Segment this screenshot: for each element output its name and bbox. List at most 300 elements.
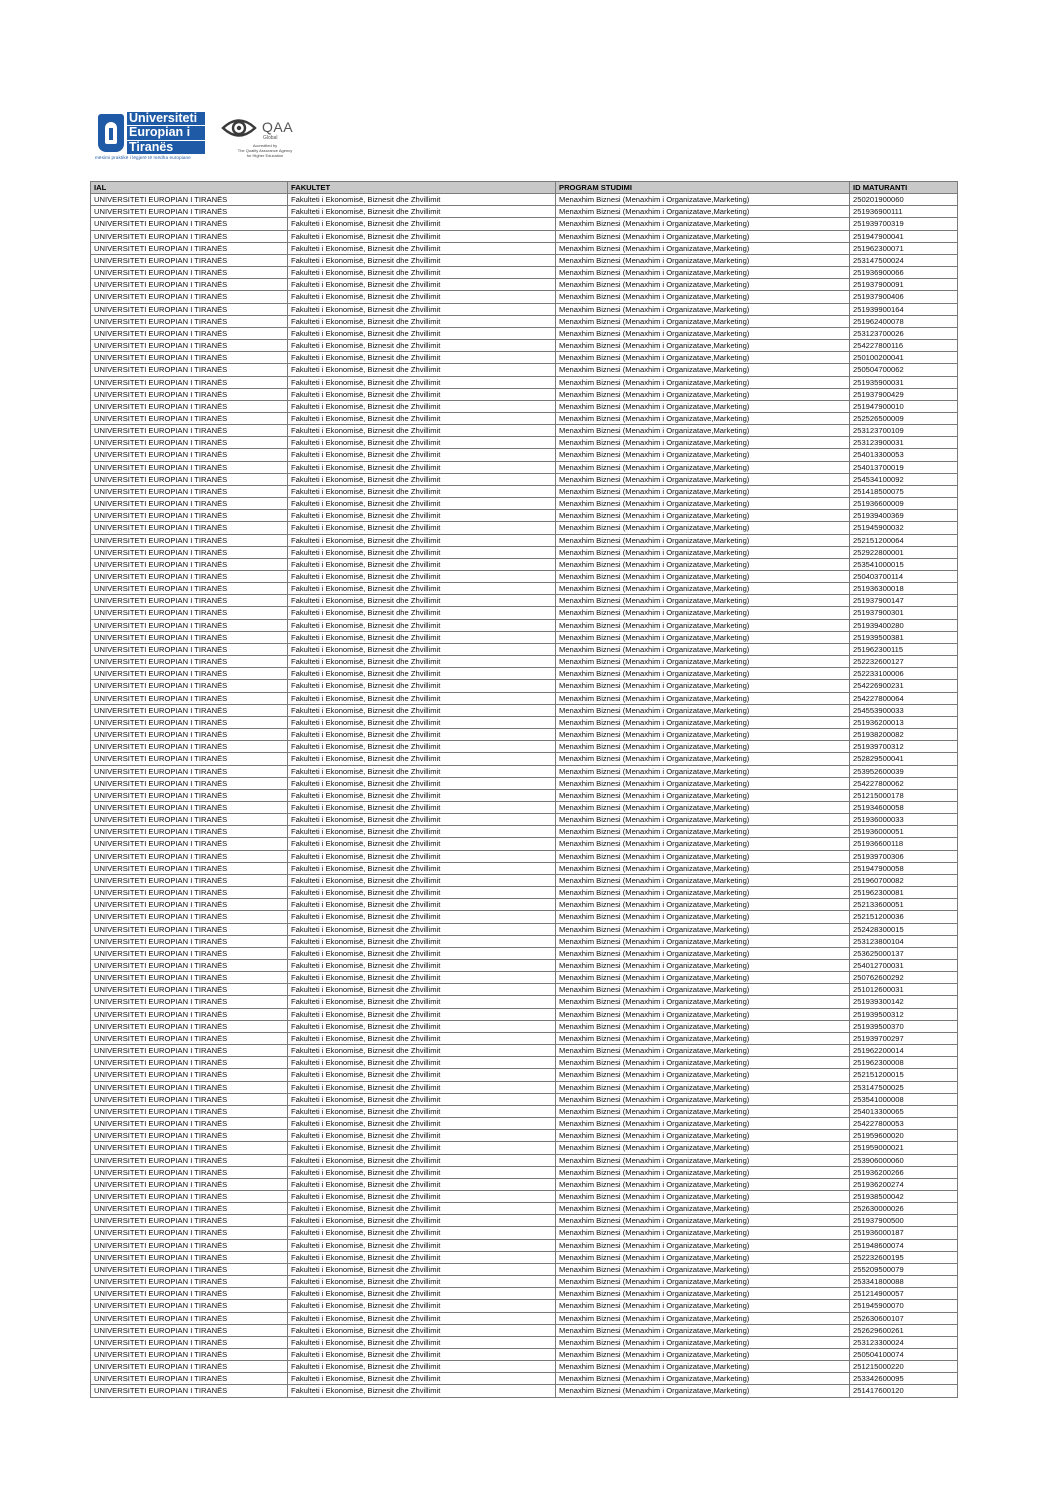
cell-program: Menaxhim Biznesi (Menaxhim i Organizatave,Marketing) xyxy=(556,595,850,607)
table-row xyxy=(91,1312,958,1324)
cell-id: 253952600039 xyxy=(850,765,958,777)
cell-fakultet: Fakulteti i Ekonomisë, Biznesit dhe Zhvillimit xyxy=(288,1336,556,1348)
cell-ial: UNIVERSITETI EUROPIAN I TIRANËS xyxy=(91,947,288,959)
cell-program: Menaxhim Biznesi (Menaxhim i Organizatave,Marketing) xyxy=(556,1105,850,1117)
cell-fakultet: Fakulteti i Ekonomisë, Biznesit dhe Zhvillimit xyxy=(288,1288,556,1300)
cell-program: Menaxhim Biznesi (Menaxhim i Organizatave,Marketing) xyxy=(556,899,850,911)
cell-program: Menaxhim Biznesi (Menaxhim i Organizatave,Marketing) xyxy=(556,643,850,655)
cell-program: Menaxhim Biznesi (Menaxhim i Organizatave,Marketing) xyxy=(556,801,850,813)
university-crest-icon xyxy=(98,114,124,152)
cell-fakultet: Fakulteti i Ekonomisë, Biznesit dhe Zhvillimit xyxy=(288,400,556,412)
table-row xyxy=(91,230,958,242)
header-id: ID MATURANTI xyxy=(850,182,958,194)
table-row xyxy=(91,656,958,668)
table-row xyxy=(91,826,958,838)
cell-fakultet: Fakulteti i Ekonomisë, Biznesit dhe Zhvillimit xyxy=(288,960,556,972)
cell-program: Menaxhim Biznesi (Menaxhim i Organizatave,Marketing) xyxy=(556,814,850,826)
cell-program: Menaxhim Biznesi (Menaxhim i Organizatave,Marketing) xyxy=(556,765,850,777)
cell-ial: UNIVERSITETI EUROPIAN I TIRANËS xyxy=(91,1349,288,1361)
table-row xyxy=(91,741,958,753)
cell-id: 254534100092 xyxy=(850,473,958,485)
cell-fakultet: Fakulteti i Ekonomisë, Biznesit dhe Zhvillimit xyxy=(288,1324,556,1336)
table-row xyxy=(91,473,958,485)
cell-program: Menaxhim Biznesi (Menaxhim i Organizatave,Marketing) xyxy=(556,1300,850,1312)
cell-fakultet: Fakulteti i Ekonomisë, Biznesit dhe Zhvillimit xyxy=(288,789,556,801)
cell-id: 254012700031 xyxy=(850,960,958,972)
cell-fakultet: Fakulteti i Ekonomisë, Biznesit dhe Zhvillimit xyxy=(288,1154,556,1166)
cell-id: 251938200082 xyxy=(850,729,958,741)
cell-fakultet: Fakulteti i Ekonomisë, Biznesit dhe Zhvillimit xyxy=(288,935,556,947)
cell-fakultet: Fakulteti i Ekonomisë, Biznesit dhe Zhvillimit xyxy=(288,923,556,935)
cell-ial: UNIVERSITETI EUROPIAN I TIRANËS xyxy=(91,498,288,510)
cell-fakultet: Fakulteti i Ekonomisë, Biznesit dhe Zhvillimit xyxy=(288,984,556,996)
cell-program: Menaxhim Biznesi (Menaxhim i Organizatave,Marketing) xyxy=(556,485,850,497)
cell-fakultet: Fakulteti i Ekonomisë, Biznesit dhe Zhvillimit xyxy=(288,1349,556,1361)
table-row xyxy=(91,1032,958,1044)
cell-program: Menaxhim Biznesi (Menaxhim i Organizatave,Marketing) xyxy=(556,887,850,899)
cell-fakultet: Fakulteti i Ekonomisë, Biznesit dhe Zhvillimit xyxy=(288,1130,556,1142)
students-table xyxy=(90,181,958,1398)
cell-id: 251939700312 xyxy=(850,741,958,753)
header-program: PROGRAM STUDIMI xyxy=(556,182,850,194)
cell-ial: UNIVERSITETI EUROPIAN I TIRANËS xyxy=(91,583,288,595)
cell-ial: UNIVERSITETI EUROPIAN I TIRANËS xyxy=(91,340,288,352)
cell-id: 251417600120 xyxy=(850,1385,958,1397)
table-row xyxy=(91,522,958,534)
table-row xyxy=(91,935,958,947)
table-row xyxy=(91,546,958,558)
cell-fakultet: Fakulteti i Ekonomisë, Biznesit dhe Zhvillimit xyxy=(288,838,556,850)
cell-program: Menaxhim Biznesi (Menaxhim i Organizatave,Marketing) xyxy=(556,558,850,570)
cell-fakultet: Fakulteti i Ekonomisë, Biznesit dhe Zhvillimit xyxy=(288,327,556,339)
cell-program: Menaxhim Biznesi (Menaxhim i Organizatave,Marketing) xyxy=(556,716,850,728)
cell-program: Menaxhim Biznesi (Menaxhim i Organizatave,Marketing) xyxy=(556,461,850,473)
cell-fakultet: Fakulteti i Ekonomisë, Biznesit dhe Zhvillimit xyxy=(288,765,556,777)
cell-id: 253906000060 xyxy=(850,1154,958,1166)
cell-program: Menaxhim Biznesi (Menaxhim i Organizatave,Marketing) xyxy=(556,1288,850,1300)
cell-id: 250201900060 xyxy=(850,194,958,206)
cell-program: Menaxhim Biznesi (Menaxhim i Organizatave,Marketing) xyxy=(556,1093,850,1105)
table-row xyxy=(91,704,958,716)
cell-id: 251960700082 xyxy=(850,874,958,886)
cell-program: Menaxhim Biznesi (Menaxhim i Organizatave,Marketing) xyxy=(556,826,850,838)
cell-fakultet: Fakulteti i Ekonomisë, Biznesit dhe Zhvillimit xyxy=(288,1057,556,1069)
cell-id: 254553900033 xyxy=(850,704,958,716)
cell-fakultet: Fakulteti i Ekonomisë, Biznesit dhe Zhvillimit xyxy=(288,1239,556,1251)
table-row xyxy=(91,862,958,874)
cell-program: Menaxhim Biznesi (Menaxhim i Organizatave,Marketing) xyxy=(556,1032,850,1044)
table-row xyxy=(91,1288,958,1300)
cell-id: 251936600118 xyxy=(850,838,958,850)
table-row xyxy=(91,1008,958,1020)
cell-ial: UNIVERSITETI EUROPIAN I TIRANËS xyxy=(91,1057,288,1069)
cell-fakultet: Fakulteti i Ekonomisë, Biznesit dhe Zhvillimit xyxy=(288,473,556,485)
cell-ial: UNIVERSITETI EUROPIAN I TIRANËS xyxy=(91,315,288,327)
cell-fakultet: Fakulteti i Ekonomisë, Biznesit dhe Zhvillimit xyxy=(288,388,556,400)
table-row xyxy=(91,777,958,789)
cell-ial: UNIVERSITETI EUROPIAN I TIRANËS xyxy=(91,972,288,984)
table-row xyxy=(91,668,958,680)
cell-fakultet: Fakulteti i Ekonomisë, Biznesit dhe Zhvillimit xyxy=(288,437,556,449)
cell-fakultet: Fakulteti i Ekonomisë, Biznesit dhe Zhvillimit xyxy=(288,1276,556,1288)
cell-program: Menaxhim Biznesi (Menaxhim i Organizatave,Marketing) xyxy=(556,546,850,558)
cell-id: 251962300071 xyxy=(850,242,958,254)
cell-ial: UNIVERSITETI EUROPIAN I TIRANËS xyxy=(91,1081,288,1093)
cell-program: Menaxhim Biznesi (Menaxhim i Organizatave,Marketing) xyxy=(556,1166,850,1178)
cell-ial: UNIVERSITETI EUROPIAN I TIRANËS xyxy=(91,425,288,437)
cell-fakultet: Fakulteti i Ekonomisë, Biznesit dhe Zhvillimit xyxy=(288,862,556,874)
university-logo xyxy=(95,112,207,164)
table-row xyxy=(91,498,958,510)
cell-id: 251962400078 xyxy=(850,315,958,327)
cell-program: Menaxhim Biznesi (Menaxhim i Organizatave,Marketing) xyxy=(556,522,850,534)
cell-ial: UNIVERSITETI EUROPIAN I TIRANËS xyxy=(91,631,288,643)
cell-fakultet: Fakulteti i Ekonomisë, Biznesit dhe Zhvillimit xyxy=(288,1215,556,1227)
cell-ial: UNIVERSITETI EUROPIAN I TIRANËS xyxy=(91,388,288,400)
cell-fakultet: Fakulteti i Ekonomisë, Biznesit dhe Zhvillimit xyxy=(288,1178,556,1190)
table-row xyxy=(91,1373,958,1385)
table-row xyxy=(91,364,958,376)
cell-fakultet: Fakulteti i Ekonomisë, Biznesit dhe Zhvillimit xyxy=(288,254,556,266)
cell-ial: UNIVERSITETI EUROPIAN I TIRANËS xyxy=(91,1020,288,1032)
cell-id: 251937900500 xyxy=(850,1215,958,1227)
cell-program: Menaxhim Biznesi (Menaxhim i Organizatave,Marketing) xyxy=(556,874,850,886)
cell-ial: UNIVERSITETI EUROPIAN I TIRANËS xyxy=(91,729,288,741)
cell-id: 251936900111 xyxy=(850,206,958,218)
cell-fakultet: Fakulteti i Ekonomisë, Biznesit dhe Zhvillimit xyxy=(288,303,556,315)
cell-ial: UNIVERSITETI EUROPIAN I TIRANËS xyxy=(91,643,288,655)
cell-id: 252829500041 xyxy=(850,753,958,765)
cell-fakultet: Fakulteti i Ekonomisë, Biznesit dhe Zhvillimit xyxy=(288,1142,556,1154)
cell-program: Menaxhim Biznesi (Menaxhim i Organizatave,Marketing) xyxy=(556,303,850,315)
cell-id: 251936000033 xyxy=(850,814,958,826)
cell-fakultet: Fakulteti i Ekonomisë, Biznesit dhe Zhvillimit xyxy=(288,1081,556,1093)
cell-id: 252151200015 xyxy=(850,1069,958,1081)
cell-program: Menaxhim Biznesi (Menaxhim i Organizatave,Marketing) xyxy=(556,1263,850,1275)
cell-id: 251939400280 xyxy=(850,619,958,631)
cell-fakultet: Fakulteti i Ekonomisë, Biznesit dhe Zhvillimit xyxy=(288,947,556,959)
cell-program: Menaxhim Biznesi (Menaxhim i Organizatave,Marketing) xyxy=(556,692,850,704)
cell-id: 251939500370 xyxy=(850,1020,958,1032)
cell-ial: UNIVERSITETI EUROPIAN I TIRANËS xyxy=(91,1276,288,1288)
cell-fakultet: Fakulteti i Ekonomisë, Biznesit dhe Zhvillimit xyxy=(288,546,556,558)
cell-program: Menaxhim Biznesi (Menaxhim i Organizatave,Marketing) xyxy=(556,1008,850,1020)
cell-program: Menaxhim Biznesi (Menaxhim i Organizatave,Marketing) xyxy=(556,1020,850,1032)
cell-program: Menaxhim Biznesi (Menaxhim i Organizatave,Marketing) xyxy=(556,1045,850,1057)
cell-fakultet: Fakulteti i Ekonomisë, Biznesit dhe Zhvillimit xyxy=(288,1166,556,1178)
table-row xyxy=(91,765,958,777)
table-row xyxy=(91,571,958,583)
table-row xyxy=(91,1203,958,1215)
table-row xyxy=(91,461,958,473)
cell-program: Menaxhim Biznesi (Menaxhim i Organizatave,Marketing) xyxy=(556,911,850,923)
cell-id: 251937900147 xyxy=(850,595,958,607)
cell-ial: UNIVERSITETI EUROPIAN I TIRANËS xyxy=(91,461,288,473)
cell-id: 251936900066 xyxy=(850,267,958,279)
table-row xyxy=(91,267,958,279)
cell-fakultet: Fakulteti i Ekonomisë, Biznesit dhe Zhvillimit xyxy=(288,267,556,279)
cell-program: Menaxhim Biznesi (Menaxhim i Organizatave,Marketing) xyxy=(556,437,850,449)
cell-id: 251962300081 xyxy=(850,887,958,899)
cell-fakultet: Fakulteti i Ekonomisë, Biznesit dhe Zhvillimit xyxy=(288,291,556,303)
cell-id: 251939700297 xyxy=(850,1032,958,1044)
cell-fakultet: Fakulteti i Ekonomisë, Biznesit dhe Zhvillimit xyxy=(288,230,556,242)
table-row xyxy=(91,1300,958,1312)
cell-ial: UNIVERSITETI EUROPIAN I TIRANËS xyxy=(91,680,288,692)
table-row xyxy=(91,595,958,607)
table-row xyxy=(91,303,958,315)
table-row xyxy=(91,1105,958,1117)
cell-ial: UNIVERSITETI EUROPIAN I TIRANËS xyxy=(91,595,288,607)
cell-ial: UNIVERSITETI EUROPIAN I TIRANËS xyxy=(91,716,288,728)
table-row xyxy=(91,315,958,327)
table-row xyxy=(91,1276,958,1288)
cell-ial: UNIVERSITETI EUROPIAN I TIRANËS xyxy=(91,327,288,339)
cell-ial: UNIVERSITETI EUROPIAN I TIRANËS xyxy=(91,1130,288,1142)
cell-fakultet: Fakulteti i Ekonomisë, Biznesit dhe Zhvillimit xyxy=(288,850,556,862)
cell-id: 251936000187 xyxy=(850,1227,958,1239)
table-row xyxy=(91,376,958,388)
cell-id: 254013700019 xyxy=(850,461,958,473)
cell-id: 251937900091 xyxy=(850,279,958,291)
cell-id: 251939500381 xyxy=(850,631,958,643)
cell-ial: UNIVERSITETI EUROPIAN I TIRANËS xyxy=(91,1178,288,1190)
cell-fakultet: Fakulteti i Ekonomisë, Biznesit dhe Zhvillimit xyxy=(288,1069,556,1081)
cell-program: Menaxhim Biznesi (Menaxhim i Organizatave,Marketing) xyxy=(556,449,850,461)
cell-id: 252629600261 xyxy=(850,1324,958,1336)
cell-ial: UNIVERSITETI EUROPIAN I TIRANËS xyxy=(91,400,288,412)
cell-program: Menaxhim Biznesi (Menaxhim i Organizatave,Marketing) xyxy=(556,1312,850,1324)
cell-fakultet: Fakulteti i Ekonomisë, Biznesit dhe Zhvillimit xyxy=(288,522,556,534)
cell-ial: UNIVERSITETI EUROPIAN I TIRANËS xyxy=(91,960,288,972)
table-row xyxy=(91,449,958,461)
cell-program: Menaxhim Biznesi (Menaxhim i Organizatave,Marketing) xyxy=(556,425,850,437)
cell-ial: UNIVERSITETI EUROPIAN I TIRANËS xyxy=(91,862,288,874)
header-fakultet: FAKULTET xyxy=(288,182,556,194)
table-row xyxy=(91,729,958,741)
cell-ial: UNIVERSITETI EUROPIAN I TIRANËS xyxy=(91,291,288,303)
cell-fakultet: Fakulteti i Ekonomisë, Biznesit dhe Zhvillimit xyxy=(288,887,556,899)
cell-fakultet: Fakulteti i Ekonomisë, Biznesit dhe Zhvillimit xyxy=(288,911,556,923)
cell-ial: UNIVERSITETI EUROPIAN I TIRANËS xyxy=(91,874,288,886)
cell-id: 253625000137 xyxy=(850,947,958,959)
table-row xyxy=(91,1081,958,1093)
cell-ial: UNIVERSITETI EUROPIAN I TIRANËS xyxy=(91,254,288,266)
cell-id: 251945900070 xyxy=(850,1300,958,1312)
cell-ial: UNIVERSITETI EUROPIAN I TIRANËS xyxy=(91,449,288,461)
cell-fakultet: Fakulteti i Ekonomisë, Biznesit dhe Zhvillimit xyxy=(288,801,556,813)
cell-id: 251947900010 xyxy=(850,400,958,412)
table-row xyxy=(91,996,958,1008)
cell-ial: UNIVERSITETI EUROPIAN I TIRANËS xyxy=(91,777,288,789)
cell-fakultet: Fakulteti i Ekonomisë, Biznesit dhe Zhvillimit xyxy=(288,826,556,838)
cell-id: 254227800062 xyxy=(850,777,958,789)
cell-program: Menaxhim Biznesi (Menaxhim i Organizatave,Marketing) xyxy=(556,1336,850,1348)
cell-ial: UNIVERSITETI EUROPIAN I TIRANËS xyxy=(91,571,288,583)
qaa-logo xyxy=(215,113,311,163)
cell-program: Menaxhim Biznesi (Menaxhim i Organizatave,Marketing) xyxy=(556,498,850,510)
cell-id: 253341800088 xyxy=(850,1276,958,1288)
cell-fakultet: Fakulteti i Ekonomisë, Biznesit dhe Zhvillimit xyxy=(288,1190,556,1202)
cell-fakultet: Fakulteti i Ekonomisë, Biznesit dhe Zhvillimit xyxy=(288,1032,556,1044)
table-row xyxy=(91,1069,958,1081)
cell-fakultet: Fakulteti i Ekonomisë, Biznesit dhe Zhvillimit xyxy=(288,777,556,789)
cell-id: 251937900429 xyxy=(850,388,958,400)
cell-id: 253147500024 xyxy=(850,254,958,266)
cell-id: 251936600009 xyxy=(850,498,958,510)
table-row xyxy=(91,218,958,230)
table-row xyxy=(91,1130,958,1142)
cell-ial: UNIVERSITETI EUROPIAN I TIRANËS xyxy=(91,1215,288,1227)
cell-program: Menaxhim Biznesi (Menaxhim i Organizatave,Marketing) xyxy=(556,279,850,291)
table-row xyxy=(91,510,958,522)
cell-ial: UNIVERSITETI EUROPIAN I TIRANËS xyxy=(91,607,288,619)
cell-program: Menaxhim Biznesi (Menaxhim i Organizatave,Marketing) xyxy=(556,789,850,801)
cell-fakultet: Fakulteti i Ekonomisë, Biznesit dhe Zhvillimit xyxy=(288,741,556,753)
cell-fakultet: Fakulteti i Ekonomisë, Biznesit dhe Zhvillimit xyxy=(288,352,556,364)
cell-id: 251937900406 xyxy=(850,291,958,303)
cell-ial: UNIVERSITETI EUROPIAN I TIRANËS xyxy=(91,1008,288,1020)
cell-id: 251948600074 xyxy=(850,1239,958,1251)
cell-program: Menaxhim Biznesi (Menaxhim i Organizatave,Marketing) xyxy=(556,571,850,583)
table-row xyxy=(91,1178,958,1190)
cell-ial: UNIVERSITETI EUROPIAN I TIRANËS xyxy=(91,1227,288,1239)
cell-id: 251215000220 xyxy=(850,1361,958,1373)
cell-id: 254226900231 xyxy=(850,680,958,692)
cell-id: 251938500042 xyxy=(850,1190,958,1202)
cell-ial: UNIVERSITETI EUROPIAN I TIRANËS xyxy=(91,1154,288,1166)
cell-program: Menaxhim Biznesi (Menaxhim i Organizatave,Marketing) xyxy=(556,1069,850,1081)
table-row xyxy=(91,887,958,899)
cell-ial: UNIVERSITETI EUROPIAN I TIRANËS xyxy=(91,1190,288,1202)
cell-fakultet: Fakulteti i Ekonomisë, Biznesit dhe Zhvillimit xyxy=(288,1385,556,1397)
cell-ial: UNIVERSITETI EUROPIAN I TIRANËS xyxy=(91,1239,288,1251)
table-row xyxy=(91,583,958,595)
cell-ial: UNIVERSITETI EUROPIAN I TIRANËS xyxy=(91,412,288,424)
table-row xyxy=(91,1361,958,1373)
cell-fakultet: Fakulteti i Ekonomisë, Biznesit dhe Zhvillimit xyxy=(288,449,556,461)
cell-ial: UNIVERSITETI EUROPIAN I TIRANËS xyxy=(91,996,288,1008)
cell-program: Menaxhim Biznesi (Menaxhim i Organizatave,Marketing) xyxy=(556,984,850,996)
cell-fakultet: Fakulteti i Ekonomisë, Biznesit dhe Zhvillimit xyxy=(288,1008,556,1020)
cell-fakultet: Fakulteti i Ekonomisë, Biznesit dhe Zhvillimit xyxy=(288,1227,556,1239)
cell-program: Menaxhim Biznesi (Menaxhim i Organizatave,Marketing) xyxy=(556,364,850,376)
cell-fakultet: Fakulteti i Ekonomisë, Biznesit dhe Zhvillimit xyxy=(288,1312,556,1324)
cell-fakultet: Fakulteti i Ekonomisë, Biznesit dhe Zhvillimit xyxy=(288,1105,556,1117)
table-row xyxy=(91,1263,958,1275)
table-row xyxy=(91,911,958,923)
cell-id: 254013300065 xyxy=(850,1105,958,1117)
cell-id: 253342600095 xyxy=(850,1373,958,1385)
table-row xyxy=(91,789,958,801)
cell-ial: UNIVERSITETI EUROPIAN I TIRANËS xyxy=(91,1288,288,1300)
cell-id: 252232600127 xyxy=(850,656,958,668)
cell-ial: UNIVERSITETI EUROPIAN I TIRANËS xyxy=(91,1032,288,1044)
cell-ial: UNIVERSITETI EUROPIAN I TIRANËS xyxy=(91,1263,288,1275)
cell-program: Menaxhim Biznesi (Menaxhim i Organizatave,Marketing) xyxy=(556,376,850,388)
table-row xyxy=(91,838,958,850)
table-row xyxy=(91,1093,958,1105)
cell-program: Menaxhim Biznesi (Menaxhim i Organizatave,Marketing) xyxy=(556,1190,850,1202)
table-row xyxy=(91,1154,958,1166)
cell-id: 252133600051 xyxy=(850,899,958,911)
cell-id: 254227800064 xyxy=(850,692,958,704)
cell-program: Menaxhim Biznesi (Menaxhim i Organizatave,Marketing) xyxy=(556,1276,850,1288)
cell-id: 254227800116 xyxy=(850,340,958,352)
cell-program: Menaxhim Biznesi (Menaxhim i Organizatave,Marketing) xyxy=(556,1373,850,1385)
header-ial: IAL xyxy=(91,182,288,194)
cell-fakultet: Fakulteti i Ekonomisë, Biznesit dhe Zhvillimit xyxy=(288,1251,556,1263)
qaa-title: QAA xyxy=(262,119,294,135)
cell-fakultet: Fakulteti i Ekonomisë, Biznesit dhe Zhvillimit xyxy=(288,595,556,607)
cell-program: Menaxhim Biznesi (Menaxhim i Organizatave,Marketing) xyxy=(556,923,850,935)
table-row xyxy=(91,643,958,655)
table-row xyxy=(91,388,958,400)
cell-program: Menaxhim Biznesi (Menaxhim i Organizatave,Marketing) xyxy=(556,680,850,692)
cell-fakultet: Fakulteti i Ekonomisë, Biznesit dhe Zhvillimit xyxy=(288,1118,556,1130)
table-row xyxy=(91,923,958,935)
cell-id: 251936000051 xyxy=(850,826,958,838)
cell-program: Menaxhim Biznesi (Menaxhim i Organizatave,Marketing) xyxy=(556,267,850,279)
cell-id: 251939300142 xyxy=(850,996,958,1008)
cell-id: 251936200274 xyxy=(850,1178,958,1190)
cell-id: 251939700306 xyxy=(850,850,958,862)
cell-fakultet: Fakulteti i Ekonomisë, Biznesit dhe Zhvillimit xyxy=(288,899,556,911)
cell-id: 252151200064 xyxy=(850,534,958,546)
cell-ial: UNIVERSITETI EUROPIAN I TIRANËS xyxy=(91,656,288,668)
cell-program: Menaxhim Biznesi (Menaxhim i Organizatave,Marketing) xyxy=(556,619,850,631)
cell-fakultet: Fakulteti i Ekonomisë, Biznesit dhe Zhvillimit xyxy=(288,972,556,984)
cell-program: Menaxhim Biznesi (Menaxhim i Organizatave,Marketing) xyxy=(556,1142,850,1154)
cell-ial: UNIVERSITETI EUROPIAN I TIRANËS xyxy=(91,814,288,826)
cell-program: Menaxhim Biznesi (Menaxhim i Organizatave,Marketing) xyxy=(556,327,850,339)
table-row xyxy=(91,412,958,424)
cell-id: 253123300024 xyxy=(850,1336,958,1348)
cell-ial: UNIVERSITETI EUROPIAN I TIRANËS xyxy=(91,534,288,546)
cell-fakultet: Fakulteti i Ekonomisë, Biznesit dhe Zhvillimit xyxy=(288,571,556,583)
cell-ial: UNIVERSITETI EUROPIAN I TIRANËS xyxy=(91,546,288,558)
cell-id: 254227800053 xyxy=(850,1118,958,1130)
cell-program: Menaxhim Biznesi (Menaxhim i Organizatave,Marketing) xyxy=(556,1215,850,1227)
cell-program: Menaxhim Biznesi (Menaxhim i Organizatave,Marketing) xyxy=(556,960,850,972)
cell-fakultet: Fakulteti i Ekonomisë, Biznesit dhe Zhvillimit xyxy=(288,704,556,716)
cell-program: Menaxhim Biznesi (Menaxhim i Organizatave,Marketing) xyxy=(556,194,850,206)
cell-id: 253147500025 xyxy=(850,1081,958,1093)
cell-program: Menaxhim Biznesi (Menaxhim i Organizatave,Marketing) xyxy=(556,206,850,218)
table-row xyxy=(91,194,958,206)
cell-id: 251962200014 xyxy=(850,1045,958,1057)
cell-ial: UNIVERSITETI EUROPIAN I TIRANËS xyxy=(91,911,288,923)
table-row xyxy=(91,874,958,886)
cell-ial: UNIVERSITETI EUROPIAN I TIRANËS xyxy=(91,1166,288,1178)
cell-id: 253123800104 xyxy=(850,935,958,947)
cell-ial: UNIVERSITETI EUROPIAN I TIRANËS xyxy=(91,692,288,704)
cell-id: 251939500312 xyxy=(850,1008,958,1020)
cell-program: Menaxhim Biznesi (Menaxhim i Organizatave,Marketing) xyxy=(556,218,850,230)
cell-fakultet: Fakulteti i Ekonomisë, Biznesit dhe Zhvillimit xyxy=(288,607,556,619)
table-row xyxy=(91,1057,958,1069)
cell-ial: UNIVERSITETI EUROPIAN I TIRANËS xyxy=(91,619,288,631)
cell-program: Menaxhim Biznesi (Menaxhim i Organizatave,Marketing) xyxy=(556,1130,850,1142)
cell-ial: UNIVERSITETI EUROPIAN I TIRANËS xyxy=(91,522,288,534)
cell-fakultet: Fakulteti i Ekonomisë, Biznesit dhe Zhvillimit xyxy=(288,1045,556,1057)
cell-program: Menaxhim Biznesi (Menaxhim i Organizatave,Marketing) xyxy=(556,291,850,303)
table-row xyxy=(91,1385,958,1397)
cell-fakultet: Fakulteti i Ekonomisë, Biznesit dhe Zhvillimit xyxy=(288,340,556,352)
cell-program: Menaxhim Biznesi (Menaxhim i Organizatave,Marketing) xyxy=(556,340,850,352)
cell-ial: UNIVERSITETI EUROPIAN I TIRANËS xyxy=(91,242,288,254)
cell-id: 252233100006 xyxy=(850,668,958,680)
